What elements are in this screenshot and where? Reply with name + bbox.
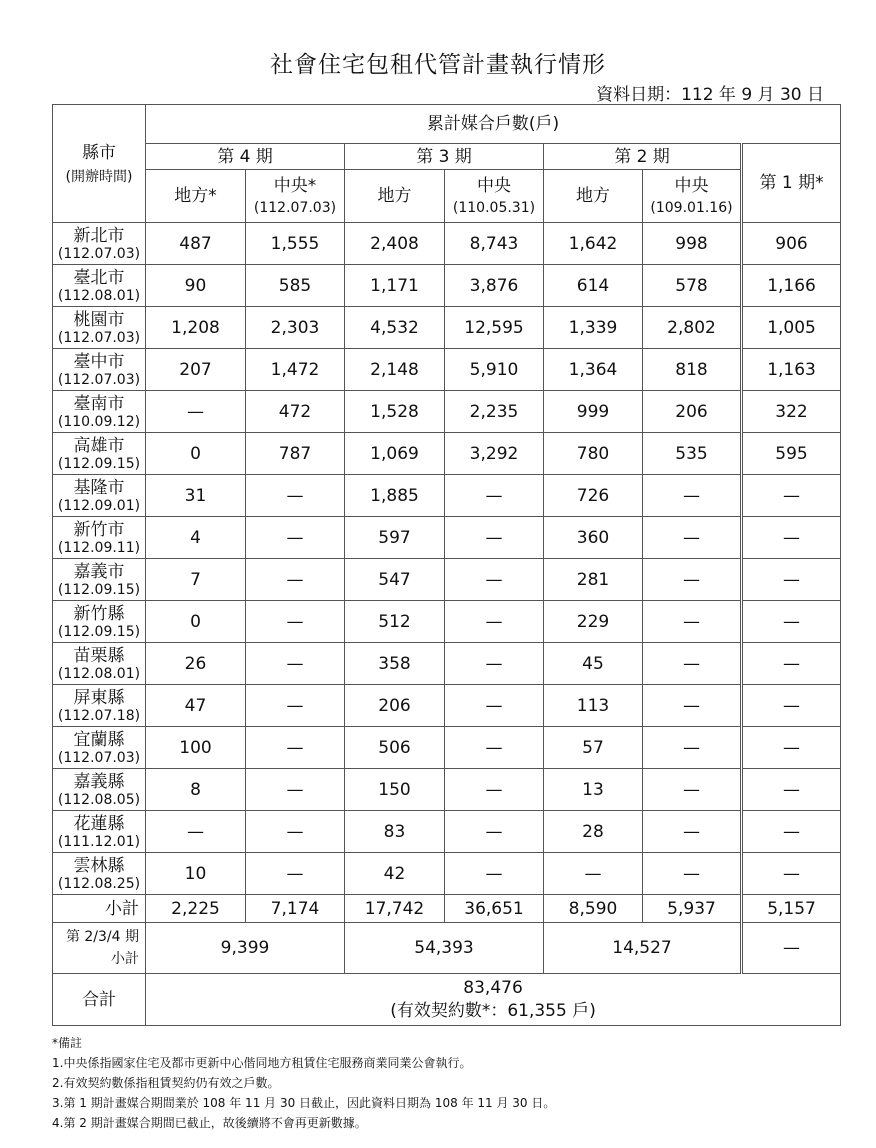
city-start-date: (112.07.03) xyxy=(57,329,141,346)
city-start-date: (111.12.01) xyxy=(57,833,141,850)
value-cell: 2,235 xyxy=(445,391,544,433)
value-cell: 90 xyxy=(146,265,246,307)
city-cell xyxy=(53,685,146,727)
note-line: 2.有效契約數係指租賃契約仍有效之戶數。 xyxy=(52,1076,280,1090)
period-3-header: 第 3 期 xyxy=(345,144,544,170)
value-cell: — xyxy=(445,601,544,643)
city-header-label: 縣市 xyxy=(82,142,116,163)
value-cell: 726 xyxy=(544,475,643,517)
value-cell: 1,364 xyxy=(544,349,643,391)
value-cell: 1,642 xyxy=(544,223,643,265)
city-name: 臺中市 xyxy=(73,351,125,372)
value-cell: 150 xyxy=(345,769,445,811)
value-cell: — xyxy=(445,853,544,895)
period-subtotal-label xyxy=(53,923,146,974)
p2-local-header: 地方 xyxy=(544,170,643,223)
city-name: 高雄市 xyxy=(73,435,125,456)
subtotal-cell: 2,225 xyxy=(146,895,246,923)
value-cell: 4,532 xyxy=(345,307,445,349)
city-start-date: (112.08.01) xyxy=(57,665,141,682)
subtotal-cell: 17,742 xyxy=(345,895,445,923)
value-cell: 281 xyxy=(544,559,643,601)
city-name: 宜蘭縣 xyxy=(73,729,125,750)
city-cell xyxy=(53,475,146,517)
value-cell: 506 xyxy=(345,727,445,769)
value-cell: — xyxy=(146,391,246,433)
subtotal-cell: 5,937 xyxy=(643,895,742,923)
period-subtotal-p3: 54,393 xyxy=(345,923,544,974)
city-cell xyxy=(53,811,146,853)
city-start-date: (112.09.11) xyxy=(57,539,141,556)
value-cell: 42 xyxy=(345,853,445,895)
value-cell: — xyxy=(445,643,544,685)
value-cell: — xyxy=(246,685,345,727)
note-line: 4.第 2 期計畫媒合期間已截止，故後續將不會再更新數據。 xyxy=(52,1116,367,1130)
period-subtotal-label-line1: 第 2/3/4 期 xyxy=(65,929,139,945)
value-cell: 360 xyxy=(544,517,643,559)
city-cell xyxy=(53,391,146,433)
value-cell: 7 xyxy=(146,559,246,601)
city-start-date: (110.09.12) xyxy=(57,413,141,430)
value-cell: 1,166 xyxy=(742,265,841,307)
period-1-header: 第 1 期* xyxy=(742,144,841,223)
city-start-date: (112.07.03) xyxy=(57,245,141,262)
city-cell xyxy=(53,433,146,475)
p3-local-header: 地方 xyxy=(345,170,445,223)
city-cell xyxy=(53,853,146,895)
valid-contracts-note: (有效契約數*：61,355 戶) xyxy=(390,1001,596,1021)
table-row xyxy=(53,391,841,433)
value-cell: 906 xyxy=(742,223,841,265)
value-cell: 585 xyxy=(246,265,345,307)
city-start-date: (112.07.03) xyxy=(57,749,141,766)
value-cell: 614 xyxy=(544,265,643,307)
city-start-date: (112.09.15) xyxy=(57,581,141,598)
value-cell: — xyxy=(643,517,742,559)
value-cell: 8 xyxy=(146,769,246,811)
value-cell: 10 xyxy=(146,853,246,895)
city-name: 花蓮縣 xyxy=(73,813,125,834)
value-cell: 47 xyxy=(146,685,246,727)
value-cell: — xyxy=(643,559,742,601)
city-cell xyxy=(53,517,146,559)
period-4-header: 第 4 期 xyxy=(146,144,345,170)
value-cell: — xyxy=(742,517,841,559)
value-cell: 0 xyxy=(146,601,246,643)
table-row xyxy=(53,349,841,391)
city-start-date: (112.09.15) xyxy=(57,455,141,472)
value-cell: 2,148 xyxy=(345,349,445,391)
city-name: 雲林縣 xyxy=(73,855,125,876)
table-row xyxy=(53,265,841,307)
value-cell: — xyxy=(445,811,544,853)
subtotal-label: 小計 xyxy=(53,895,146,923)
value-cell: — xyxy=(643,769,742,811)
value-cell: 2,303 xyxy=(246,307,345,349)
value-cell: 2,408 xyxy=(345,223,445,265)
value-cell: 13 xyxy=(544,769,643,811)
period-2-header: 第 2 期 xyxy=(544,144,742,170)
subtotal-cell: 5,157 xyxy=(742,895,841,923)
p4-central-date: (112.07.03) xyxy=(253,200,337,216)
city-header-sub: (開辦時間) xyxy=(65,168,133,185)
value-cell: — xyxy=(445,475,544,517)
value-cell: — xyxy=(246,517,345,559)
data-date: 資料日期：112 年 9 月 30 日 xyxy=(596,85,824,105)
city-cell xyxy=(53,643,146,685)
value-cell: 206 xyxy=(643,391,742,433)
period-subtotal-p4: 9,399 xyxy=(146,923,345,974)
table-row xyxy=(53,769,841,811)
value-cell: 8,743 xyxy=(445,223,544,265)
value-cell: — xyxy=(146,811,246,853)
value-cell: — xyxy=(246,811,345,853)
value-cell: 578 xyxy=(643,265,742,307)
city-name: 基隆市 xyxy=(73,477,125,498)
value-cell: 1,555 xyxy=(246,223,345,265)
city-start-date: (112.08.25) xyxy=(57,875,141,892)
value-cell: 487 xyxy=(146,223,246,265)
city-start-date: (112.09.01) xyxy=(57,497,141,514)
city-name: 屏東縣 xyxy=(73,687,125,708)
value-cell: — xyxy=(742,559,841,601)
value-cell: 358 xyxy=(345,643,445,685)
value-cell: 57 xyxy=(544,727,643,769)
period-subtotal-p1: — xyxy=(742,923,841,974)
p4-central-header xyxy=(246,170,345,223)
value-cell: 28 xyxy=(544,811,643,853)
value-cell: 31 xyxy=(146,475,246,517)
city-start-date: (112.07.18) xyxy=(57,707,141,724)
value-cell: 780 xyxy=(544,433,643,475)
p2-central-header xyxy=(643,170,742,223)
city-cell xyxy=(53,349,146,391)
value-cell: 1,528 xyxy=(345,391,445,433)
p3-central-header xyxy=(445,170,544,223)
value-cell: 3,876 xyxy=(445,265,544,307)
value-cell: 818 xyxy=(643,349,742,391)
value-cell: 12,595 xyxy=(445,307,544,349)
total-label: 合計 xyxy=(53,974,146,1026)
period-subtotal-row xyxy=(53,923,841,974)
value-cell: 1,171 xyxy=(345,265,445,307)
value-cell: — xyxy=(445,769,544,811)
p2-central-label: 中央 xyxy=(674,176,709,196)
value-cell: 2,802 xyxy=(643,307,742,349)
document-title: 社會住宅包租代管計畫執行情形 xyxy=(270,52,606,78)
value-cell: — xyxy=(643,475,742,517)
value-cell: 787 xyxy=(246,433,345,475)
value-cell: 597 xyxy=(345,517,445,559)
table-row xyxy=(53,853,841,895)
value-cell: 1,005 xyxy=(742,307,841,349)
city-name: 嘉義縣 xyxy=(73,771,125,792)
value-cell: 1,208 xyxy=(146,307,246,349)
table-row xyxy=(53,559,841,601)
table-row xyxy=(53,433,841,475)
table-row xyxy=(53,643,841,685)
value-cell: — xyxy=(445,559,544,601)
p4-central-label: 中央* xyxy=(273,176,317,196)
value-cell: 100 xyxy=(146,727,246,769)
value-cell: — xyxy=(742,643,841,685)
value-cell: — xyxy=(246,853,345,895)
value-cell: — xyxy=(246,727,345,769)
city-header xyxy=(53,105,146,223)
value-cell: 113 xyxy=(544,685,643,727)
city-start-date: (112.09.15) xyxy=(57,623,141,640)
city-name: 新竹縣 xyxy=(73,603,125,624)
table-row xyxy=(53,517,841,559)
cumulative-header: 累計媒合戶數(戶) xyxy=(146,105,841,144)
p4-local-header: 地方* xyxy=(146,170,246,223)
value-cell: — xyxy=(445,727,544,769)
city-cell xyxy=(53,601,146,643)
value-cell: — xyxy=(246,559,345,601)
p2-central-date: (109.01.16) xyxy=(650,200,733,216)
value-cell: — xyxy=(445,517,544,559)
value-cell: — xyxy=(643,853,742,895)
subtotal-cell: 36,651 xyxy=(445,895,544,923)
city-cell xyxy=(53,265,146,307)
city-name: 苗栗縣 xyxy=(73,645,125,666)
city-name: 新北市 xyxy=(73,225,125,246)
value-cell: — xyxy=(742,853,841,895)
city-name: 臺北市 xyxy=(73,267,125,288)
value-cell: 4 xyxy=(146,517,246,559)
value-cell: 5,910 xyxy=(445,349,544,391)
value-cell: — xyxy=(544,853,643,895)
value-cell: — xyxy=(445,685,544,727)
matching-table xyxy=(52,104,841,1026)
subtotal-cell: 7,174 xyxy=(246,895,345,923)
city-name: 新竹市 xyxy=(73,519,125,540)
subtotal-cell: 8,590 xyxy=(544,895,643,923)
value-cell: — xyxy=(742,601,841,643)
value-cell: 1,472 xyxy=(246,349,345,391)
table-row xyxy=(53,223,841,265)
value-cell: — xyxy=(643,727,742,769)
value-cell: — xyxy=(246,475,345,517)
value-cell: 547 xyxy=(345,559,445,601)
period-subtotal-p2: 14,527 xyxy=(544,923,742,974)
value-cell: 322 xyxy=(742,391,841,433)
city-cell xyxy=(53,769,146,811)
city-cell xyxy=(53,307,146,349)
subtotal-row xyxy=(53,895,841,923)
value-cell: — xyxy=(246,643,345,685)
value-cell: — xyxy=(246,769,345,811)
value-cell: 229 xyxy=(544,601,643,643)
value-cell: 999 xyxy=(544,391,643,433)
city-name: 嘉義市 xyxy=(73,561,125,582)
value-cell: — xyxy=(742,727,841,769)
period-subtotal-label-line2: 小計 xyxy=(111,951,139,967)
city-name: 桃園市 xyxy=(73,309,125,330)
table-row xyxy=(53,727,841,769)
total-value: 83,476 xyxy=(463,978,523,998)
table-row xyxy=(53,811,841,853)
city-cell xyxy=(53,559,146,601)
value-cell: 472 xyxy=(246,391,345,433)
note-line: *備註 xyxy=(52,1036,83,1050)
value-cell: 1,069 xyxy=(345,433,445,475)
value-cell: 998 xyxy=(643,223,742,265)
notes xyxy=(52,1033,555,1133)
value-cell: — xyxy=(643,643,742,685)
value-cell: 512 xyxy=(345,601,445,643)
city-start-date: (112.08.05) xyxy=(57,791,141,808)
value-cell: 45 xyxy=(544,643,643,685)
value-cell: — xyxy=(742,811,841,853)
table-row xyxy=(53,307,841,349)
note-line: 1.中央係指國家住宅及都市更新中心偕同地方租賃住宅服務商業同業公會執行。 xyxy=(52,1056,472,1070)
value-cell: 535 xyxy=(643,433,742,475)
p3-central-date: (110.05.31) xyxy=(452,200,536,216)
city-start-date: (112.08.01) xyxy=(57,287,141,304)
city-name: 臺南市 xyxy=(73,393,125,414)
value-cell: 3,292 xyxy=(445,433,544,475)
value-cell: 0 xyxy=(146,433,246,475)
value-cell: — xyxy=(742,685,841,727)
value-cell: 595 xyxy=(742,433,841,475)
total-value-cell xyxy=(146,974,841,1026)
city-start-date: (112.07.03) xyxy=(57,371,141,388)
value-cell: 83 xyxy=(345,811,445,853)
value-cell: 206 xyxy=(345,685,445,727)
value-cell: — xyxy=(742,475,841,517)
value-cell: 1,339 xyxy=(544,307,643,349)
value-cell: 1,885 xyxy=(345,475,445,517)
value-cell: — xyxy=(742,769,841,811)
value-cell: — xyxy=(643,601,742,643)
total-row xyxy=(53,974,841,1026)
value-cell: 26 xyxy=(146,643,246,685)
value-cell: — xyxy=(246,601,345,643)
table-row xyxy=(53,475,841,517)
value-cell: — xyxy=(643,685,742,727)
note-line: 3.第 1 期計畫媒合期間業於 108 年 11 月 30 日截止，因此資料日期為 108 年 11 月 30 日。 xyxy=(52,1096,556,1110)
p3-central-label: 中央 xyxy=(477,176,511,196)
city-cell xyxy=(53,727,146,769)
value-cell: — xyxy=(643,811,742,853)
value-cell: 207 xyxy=(146,349,246,391)
table-row xyxy=(53,685,841,727)
value-cell: 1,163 xyxy=(742,349,841,391)
city-cell xyxy=(53,223,146,265)
table-row xyxy=(53,601,841,643)
